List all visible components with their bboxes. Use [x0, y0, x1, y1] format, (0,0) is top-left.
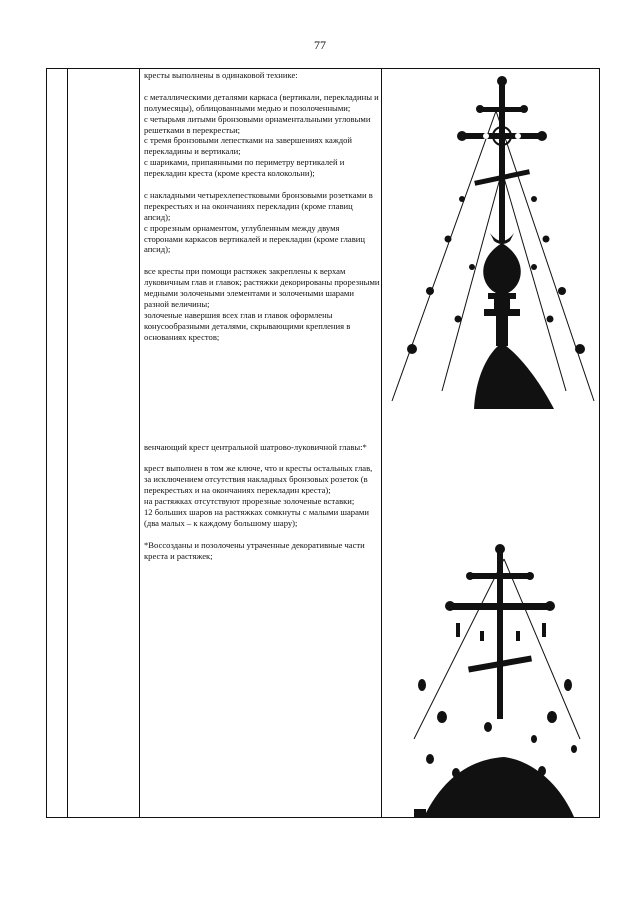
page-number: 77 [314, 38, 326, 52]
paragraph: с шариками, припаянными по периметру вертикалей и перекладин креста (кроме креста колокольни); [144, 157, 345, 179]
paragraph: *Воссозданы и позолочены утраченные декоративные части креста и растяжек; [144, 539, 365, 561]
paragraph: кресты выполнены в одинаковой технике: [144, 70, 298, 80]
paragraph: венчающий крест центральной шатрово-луковичной главы:* [144, 441, 367, 452]
description-block-2 [144, 442, 380, 562]
table [46, 68, 600, 818]
paragraph: с накладными четырехлепестковыми бронзовыми розетками в перекрестьях и на окончаниях перекладин (кроме главиц апсид); [144, 189, 373, 222]
cross-image [384, 539, 598, 817]
paragraph: золоченые навершия всех глав и главок оформлены конусообразными деталями, скрывающими крепления в основаниях крестов; [144, 309, 351, 342]
paragraph: на растяжках отсутствуют прорезные золоченые вставки; [144, 496, 355, 507]
description-block-1 [144, 70, 380, 343]
column-divider [67, 69, 68, 817]
paragraph: с металлическими деталями каркаса (вертикали, перекладины и полумесяцы), облицованными медью и позолоченными; [144, 91, 379, 113]
paragraph: все кресты при помощи растяжек закреплены к верхам луковичным глав и главок; растяжки декорированы прорезными медными золочеными элементами и золочеными шарами разной величины; [144, 266, 380, 309]
paragraph: с прорезным орнаментом, углубленным между двумя сторонами каркасов вертикалей и перекладин (кроме главиц апсид); [144, 222, 366, 255]
column-divider [139, 69, 140, 817]
description-column [144, 69, 380, 817]
paragraph: 12 больших шаров на растяжках сомкнуты с малыми шарами (два малых – к каждому большому шару); [144, 507, 369, 528]
paragraph: крест выполнен в том же ключе, что и кресты остальных глав, за исключением отсутствия накладных бронзовых розеток (в перекрестьях и на окончаниях перекладин креста); [144, 463, 373, 496]
paragraph: с четырьмя литыми бронзовыми орнаментальными угловыми решетками в перекрестьи; [144, 113, 371, 135]
cross-photo-1 [384, 71, 598, 409]
column-divider [381, 69, 382, 817]
paragraph: с тремя бронзовыми лепестками на завершениях каждой перекладины и вертикали; [144, 135, 353, 157]
cross-image [384, 71, 598, 409]
cross-photo-2 [384, 539, 598, 817]
